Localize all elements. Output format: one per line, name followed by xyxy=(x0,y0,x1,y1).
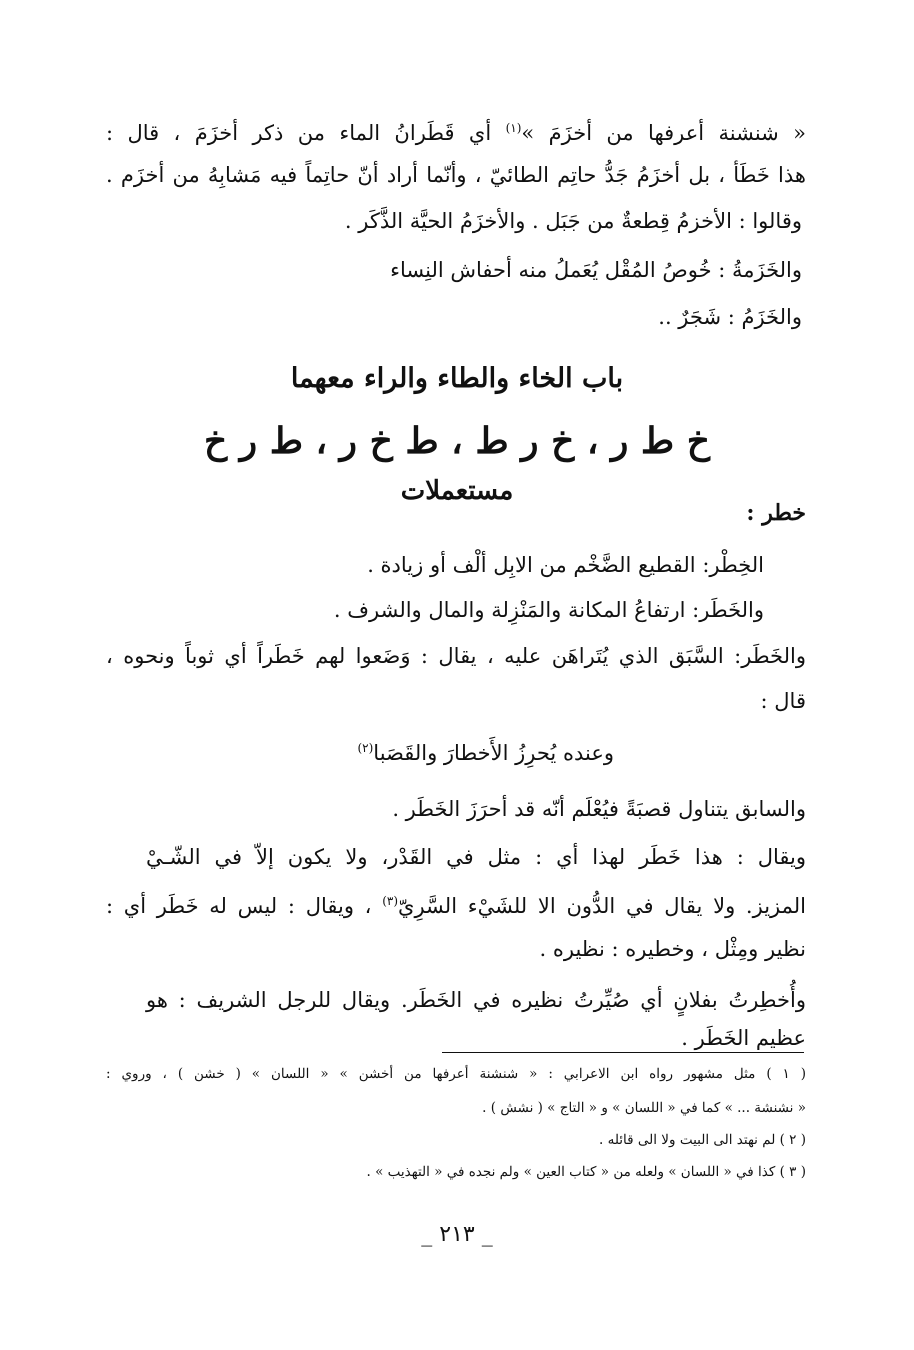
footnote: ( ٢ ) لم نهتد الى البيت ولا الى قائله . xyxy=(599,1132,806,1148)
text-segment: المزيز. ولا يقال في الدُّون الا للشَيْء السَّرِيّ xyxy=(398,894,806,918)
footnote: ( ١ ) مثل مشهور رواه ابن الاعرابي : « شنشنة أعرفها من أخشن » « اللسان » ( خشن ) ، وروي : xyxy=(106,1066,806,1082)
page-number: _ ٢١٣ _ xyxy=(421,1222,493,1247)
text-line: وقالوا : الأخزمُ قِطعةٌ من جَبَل . والأخزَمُ الحيَّة الذَّكَر . xyxy=(344,209,802,233)
section-heading: باب الخاء والطاء والراء معهما xyxy=(290,363,624,394)
text-line: ويقال : هذا خَطَر لهذا أي : مثل في القَدْر، ولا يكون إلاّ في الشّـيْ xyxy=(146,845,806,869)
text-line: والخَطَر: السَّبَق الذي يُتَراهَن عليه ، يقال : وَضَعوا لهم خَطَراً أي ثوباً ونحوه ، xyxy=(106,644,806,668)
root-letters-heading: خ ط ر ، خ ر ط ، ط خ ر ، ط ر خ xyxy=(204,420,710,462)
text-line: قال : xyxy=(760,689,806,713)
text-line: نظير ومِثْل ، وخطيره : نظيره . xyxy=(539,937,806,961)
text-segment: ، ويقال : ليس له خَطَر أي : xyxy=(106,894,372,918)
footnote: « نشنشة ... » كما في « اللسان » و « التاج » ( نشش ) . xyxy=(482,1100,806,1116)
entry-heading: خطر : xyxy=(746,500,806,526)
text-line: عظيم الخَطَر . xyxy=(681,1026,806,1050)
text-line xyxy=(106,891,806,921)
used-heading: مستعملات xyxy=(400,476,514,506)
verse-line xyxy=(254,738,614,768)
text-line: هذا خَطَأ ، بل أخزَمُ جَدُّ حاتِم الطائيّ ، وأنّما أراد أنّ حاتِماً فيه مَشابِهُ من أخزَم . xyxy=(106,163,806,187)
text-segment: أي قَطَرانُ الماء من ذكر أخزَمَ ، قال : xyxy=(106,121,492,145)
text-line: والخَزَمُ : شَجَرٌ .. xyxy=(658,305,802,329)
footnote-marker: (٢) xyxy=(357,741,374,755)
text-line: والسابق يتناول قصبَةً فيُعْلَم أنّه قد أحرَزَ الخَطَر . xyxy=(392,797,806,821)
footnote-marker: (١) xyxy=(505,121,522,135)
text-segment: « شنشنة أعرفها من أخزَمَ » xyxy=(521,121,806,145)
footnote-marker: (٣) xyxy=(382,894,399,908)
footnote: ( ٣ ) كذا في « اللسان » ولعله من « كتاب العين » ولم نجده في « التهذيب » . xyxy=(366,1164,806,1180)
text-line xyxy=(106,118,806,148)
text-line: الخِطْر: القطيع الضَّخْم من الابِل ألْف أو زيادة . xyxy=(367,553,764,577)
text-line: والخَزَمةُ : خُوصُ المُقْل يُعَملُ منه أحفاش النِساء xyxy=(390,258,802,282)
text-line: والخَطَر: ارتفاعُ المكانة والمَنْزِلة والمال والشرف . xyxy=(333,598,764,622)
verse-text: وعنده يُحرِزُ الأَخطارَ والقَصَبا xyxy=(373,741,614,765)
footnote-divider xyxy=(442,1052,804,1053)
text-line: وأُخطِرتُ بفلانٍ أي صُيِّرتُ نظيره في الخَطَر. ويقال للرجل الشريف : هو xyxy=(146,988,806,1012)
